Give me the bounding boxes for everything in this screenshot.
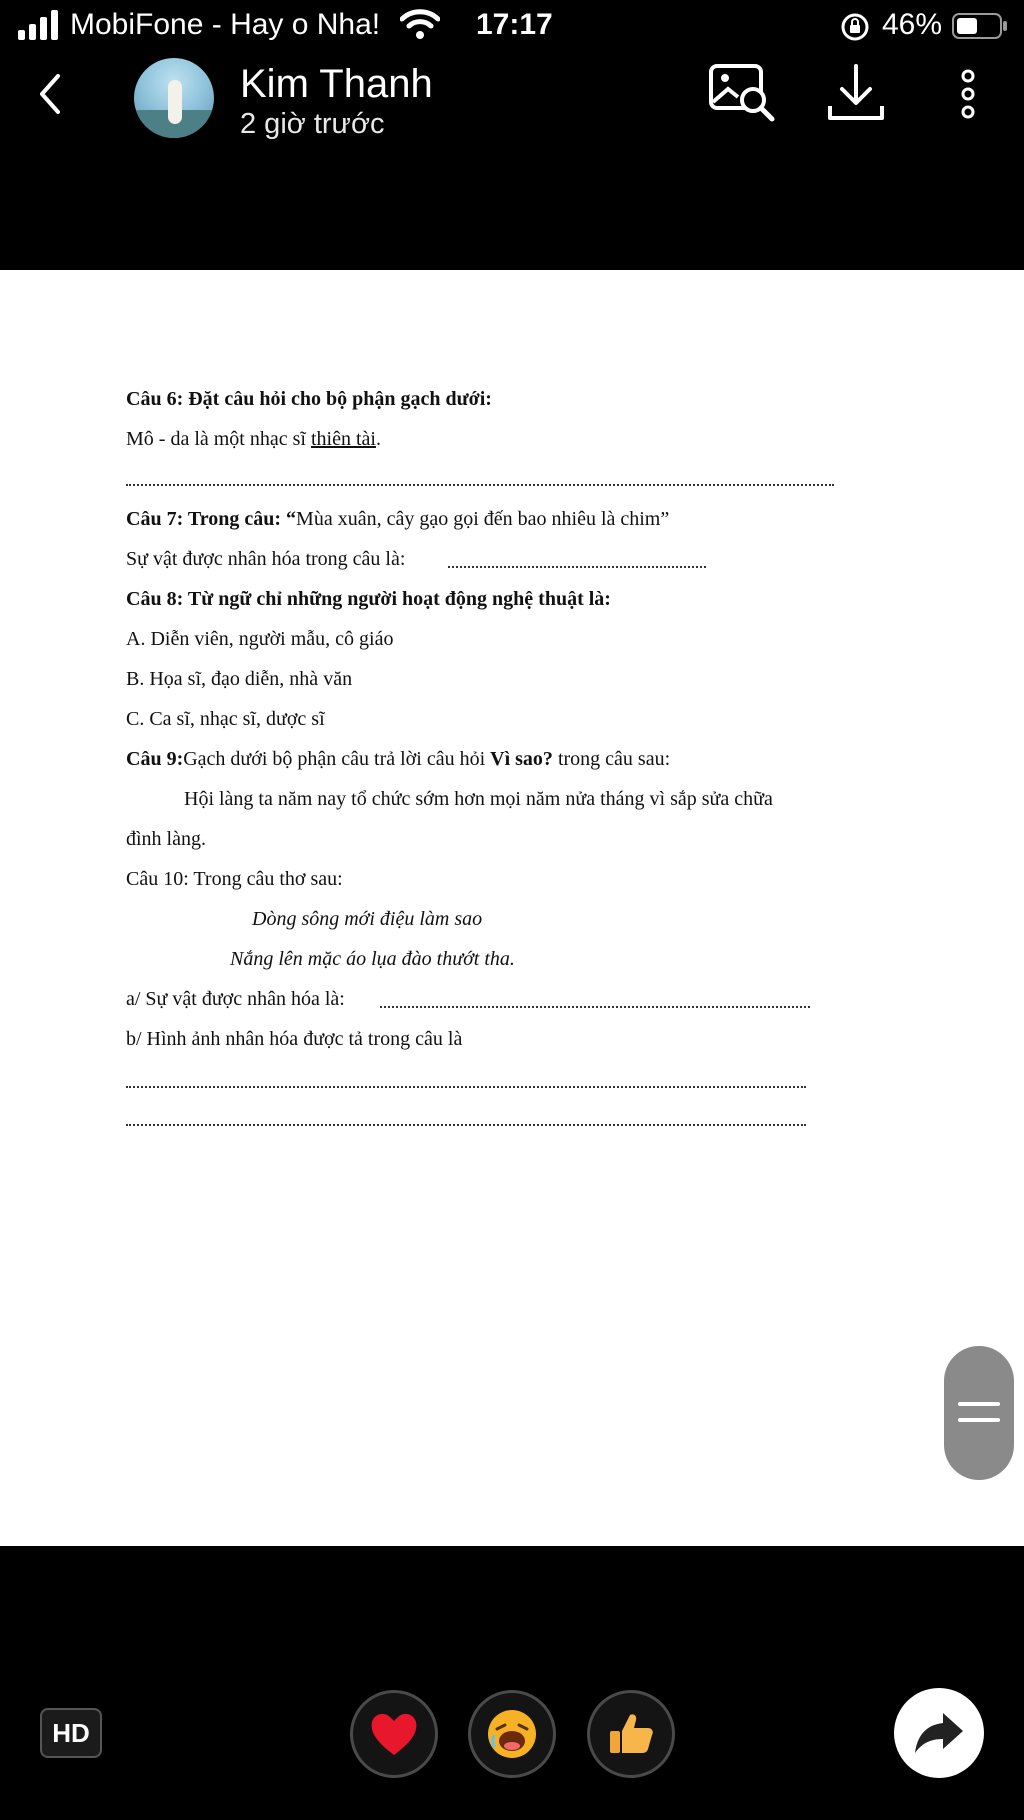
q9-sentence-cont: đình làng. xyxy=(126,828,206,850)
q8-option-a: A. Diễn viên, người mẫu, cô giáo xyxy=(126,628,394,650)
haha-reaction-button[interactable] xyxy=(468,1690,556,1778)
like-reaction-button[interactable] xyxy=(587,1690,675,1778)
q7-title: Câu 7: Trong câu: “Mùa xuân, cây gạo gọi đến bao nhiêu là chim” xyxy=(126,508,670,530)
signal-icon xyxy=(18,10,62,40)
carrier-name: MobiFone - Hay o Nha! xyxy=(70,8,381,41)
rotation-lock-icon xyxy=(840,12,870,42)
avatar[interactable] xyxy=(134,58,214,138)
q10-part-b: b/ Hình ảnh nhân hóa được tả trong câu là xyxy=(126,1028,463,1050)
wifi-icon xyxy=(400,8,440,40)
q9-title: Câu 9:Gạch dưới bộ phận câu trả lời câu hỏi Vì sao? trong câu sau: xyxy=(126,748,671,770)
q10-title: Câu 10: Trong câu thơ sau: xyxy=(126,868,343,890)
heart-reaction-button[interactable] xyxy=(350,1690,438,1778)
haha-icon xyxy=(485,1707,539,1761)
hd-button[interactable]: HD xyxy=(40,1708,102,1758)
like-icon xyxy=(604,1707,658,1761)
answer-line xyxy=(126,1086,806,1088)
answer-line xyxy=(448,566,706,568)
answer-line xyxy=(126,484,834,486)
q8-option-b: B. Họa sĩ, đạo diễn, nhà văn xyxy=(126,668,353,690)
answer-line xyxy=(126,1124,806,1126)
q6-text: Mô - da là một nhạc sĩ thiên tài. xyxy=(126,428,381,450)
poem-line-2: Nắng lên mặc áo lụa đào thướt tha. xyxy=(230,948,515,970)
poem-line-1: Dòng sông mới điệu làm sao xyxy=(252,908,483,930)
battery-icon xyxy=(952,13,1008,39)
q7-answer: Sự vật được nhân hóa trong câu là: xyxy=(126,548,406,570)
download-icon[interactable] xyxy=(826,62,886,126)
sender-name[interactable]: Kim Thanh xyxy=(240,62,433,106)
q10-part-a: a/ Sự vật được nhân hóa là: xyxy=(126,988,345,1010)
back-icon[interactable] xyxy=(30,64,70,124)
answer-line xyxy=(380,1006,810,1008)
document-image[interactable] xyxy=(0,270,1024,1546)
q8-option-c: C. Ca sĩ, nhạc sĩ, dược sĩ xyxy=(126,708,325,730)
status-time: 17:17 xyxy=(476,8,553,41)
status-bar xyxy=(0,0,1024,52)
heart-icon xyxy=(367,1707,421,1761)
scroll-handle[interactable] xyxy=(944,1346,1014,1480)
share-button[interactable] xyxy=(894,1688,984,1778)
image-search-icon[interactable] xyxy=(708,62,778,124)
share-icon xyxy=(913,1711,965,1755)
q9-sentence: Hội làng ta năm nay tổ chức sớm hơn mọi năm nửa tháng vì sắp sửa chữa xyxy=(184,788,773,810)
q8-title: Câu 8: Từ ngữ chỉ những người hoạt động nghệ thuật là: xyxy=(126,588,611,610)
q6-title: Câu 6: Đặt câu hỏi cho bộ phận gạch dưới: xyxy=(126,388,492,410)
battery-percent: 46% xyxy=(882,8,943,41)
sent-time: 2 giờ trước xyxy=(240,108,385,140)
more-icon[interactable] xyxy=(956,64,980,124)
viewer-header xyxy=(0,52,1024,192)
